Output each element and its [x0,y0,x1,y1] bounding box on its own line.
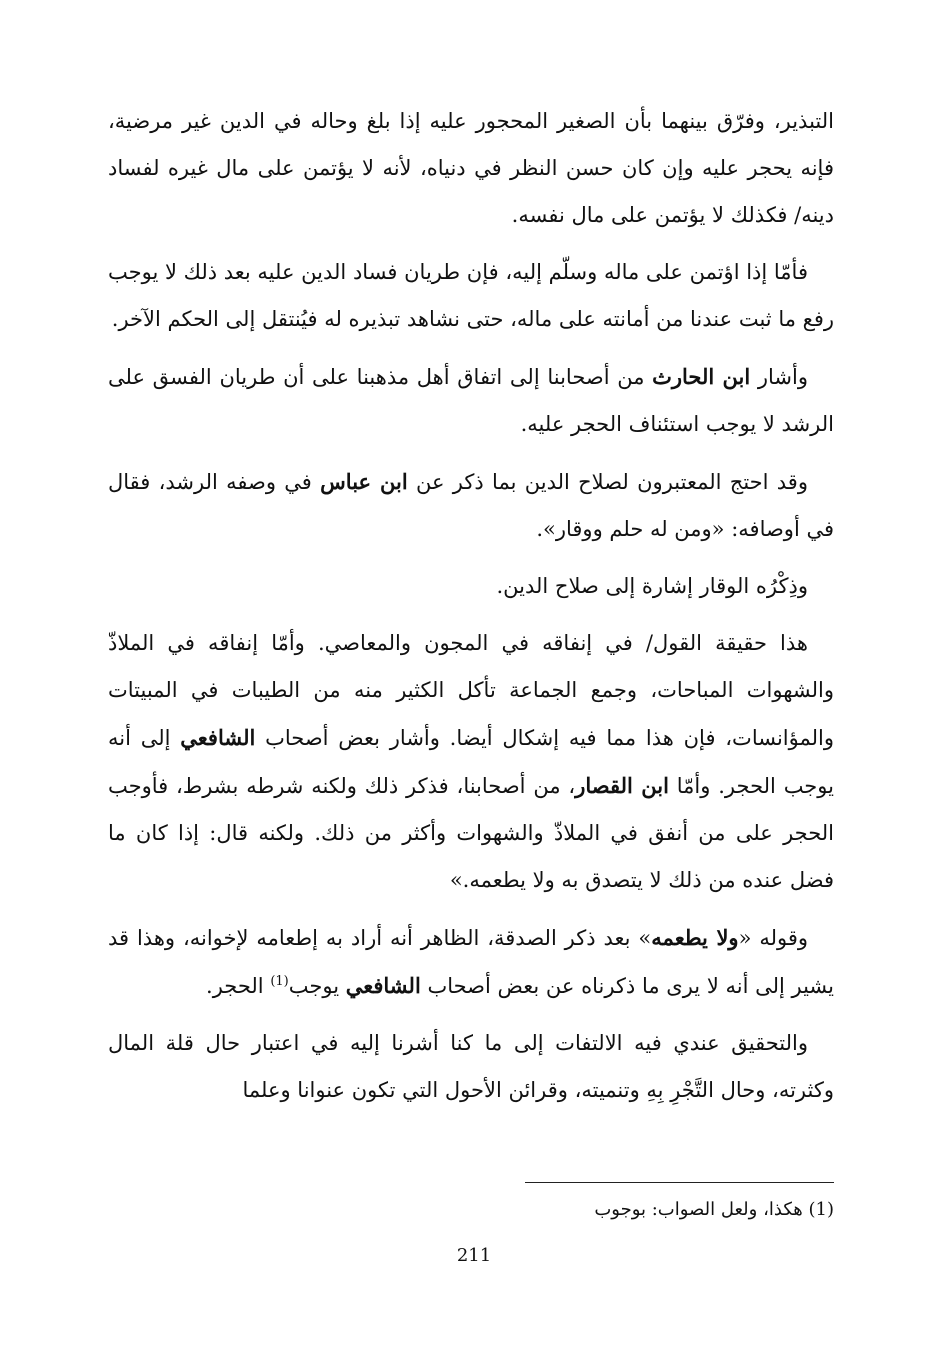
text-run: فأمّا إذا اؤتمن على ماله وسلّم إليه، فإن طريان فساد الدين عليه بعد ذلك لا يوجب رفع ما ثبت عندنا من أمانته على ماله، حتى نشاهد تبذيره له فيُنتقل إلى الحكم الآخر. [108,260,834,331]
paragraph [108,620,834,904]
footnote-reference: (1) [270,974,289,989]
footnote-divider [525,1182,834,1183]
paragraph [108,914,834,1010]
paragraph [108,1020,834,1114]
bold-name: ولا يطعمه [651,925,739,950]
paragraph [108,249,834,343]
paragraph [108,458,834,553]
text-run: وقوله « [738,926,809,950]
text-run: والتحقيق عندي فيه الالتفات إلى ما كنا أشرنا إليه في اعتبار حال قلة المال وكثرته، وحال التَّجْرِ بِهِ وتنميته، وقرائن الأحول التي تكون عنوانا وعلما [108,1031,834,1102]
text-run: الحجر. [206,974,271,998]
bold-name: ابن عباس [320,469,408,494]
text-run: وذِكْرُه الوقار إشارة إلى صلاح الدين. [496,574,808,598]
footnote: (1) هكذا، ولعل الصواب: بوجوب [594,1199,834,1220]
text-run: يوجب [288,974,346,998]
text-run: إلى أنه يوجب الحجر. وأمّا [108,726,834,798]
bold-name: ابن الحارث [652,364,751,389]
text-run: هذا حقيقة القول/ في إنفاقه في المجون والمعاصي. وأمّا إنفاقه في الملاذّ والشهوات المباحات، وجمع الجماعة تأكل الكثير منه من الطيبات في المبيتات والمؤانسات، فإن هذا مما فيه إشكال أيضا. وأشار بعض أصحاب [108,631,834,750]
bold-name: ابن القصار [575,773,669,798]
text-run: ، من أصحابنا، فذكر ذلك ولكنه شرطه بشرط، فأوجب الحجر على من أنفق في الملاذّ والشهوات وأكثر من ذلك. ولكنه قال: إذا كان ما فضل عنده من ذلك لا يتصدق به ولا يطعمه.» [108,774,834,892]
text-run: وأشار [750,365,808,389]
text-run: من أصحابنا إلى اتفاق أهل مذهبنا على أن طريان الفسق على الرشد لا يوجب استئناف الحجر عليه. [108,365,834,436]
page-number: 211 [456,1245,492,1266]
paragraph [108,98,834,239]
paragraph [108,563,834,610]
text-run: في وصفه الرشد، فقال في أوصافه: «ومن له حلم ووقار». [108,470,834,541]
bold-name: الشافعي [345,973,421,998]
text-run: التبذير، وفرّق بينهما بأن الصغير المحجور عليه إذا بلغ وحاله في الدين غير مرضية، فإنه يحجر عليه وإن كان حسن النظر في دنياه، لأنه لا يؤتمن على مال غيره لفساد دينه/ فكذلك لا يؤتمن على مال نفسه. [108,109,834,227]
bold-name: الشافعي [180,725,256,750]
page-body [108,98,834,1124]
text-run: » بعد ذكر الصدقة، الظاهر أنه أراد به إطعامه لإخوانه، وهذا قد يشير إلى أنه لا يرى ما ذكرناه عن بعض أصحاب [108,926,834,998]
text-run: وقد احتج المعتبرون لصلاح الدين بما ذكر عن [407,470,808,494]
paragraph [108,353,834,448]
